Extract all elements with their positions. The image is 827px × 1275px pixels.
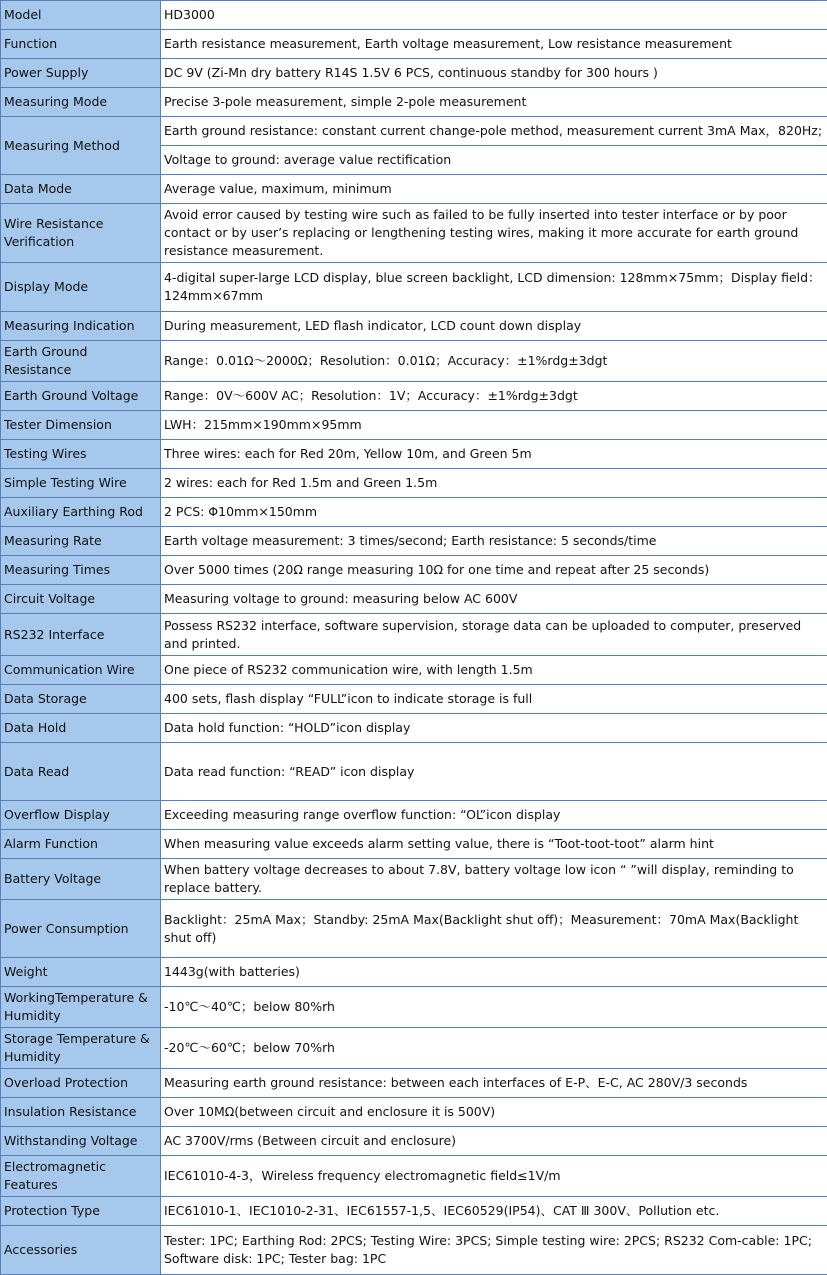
spec-value: One piece of RS232 communication wire, with length 1.5m [161, 656, 827, 685]
spec-value: When measuring value exceeds alarm setting value, there is “Toot-toot-toot” alarm hint [161, 830, 827, 859]
spec-value: Precise 3-pole measurement, simple 2-pole measurement [161, 88, 827, 117]
spec-row [1, 743, 827, 801]
spec-label: RS232 Interface [1, 614, 161, 656]
spec-row [1, 614, 827, 656]
spec-row [1, 1127, 827, 1156]
spec-label: Measuring Indication [1, 312, 161, 341]
spec-label: Measuring Rate [1, 527, 161, 556]
spec-row [1, 1069, 827, 1098]
spec-label: Overload Protection [1, 1069, 161, 1098]
spec-value: Measuring voltage to ground: measuring below AC 600V [161, 585, 827, 614]
spec-value: During measurement, LED flash indicator, LCD count down display [161, 312, 827, 341]
spec-row [1, 585, 827, 614]
spec-label: Withstanding Voltage [1, 1127, 161, 1156]
spec-value: IEC61010-4-3，Wireless frequency electromagnetic field≤1V/m [161, 1156, 827, 1197]
spec-value: Exceeding measuring range overflow function: “OL”icon display [161, 801, 827, 830]
spec-row [1, 900, 827, 958]
spec-row [1, 175, 827, 204]
spec-value: Tester: 1PC; Earthing Rod: 2PCS; Testing Wire: 3PCS; Simple testing wire: 2PCS; RS232 Com-cable: 1PC; Software disk: 1PC; Tester bag: 1PC [161, 1226, 827, 1275]
spec-value: Earth voltage measurement: 3 times/second; Earth resistance: 5 seconds/time [161, 527, 827, 556]
spec-row [1, 1098, 827, 1127]
spec-value: Possess RS232 interface, software supervision, storage data can be uploaded to computer, preserved and printed. [161, 614, 827, 656]
spec-label: Data Storage [1, 685, 161, 714]
spec-label: Measuring Mode [1, 88, 161, 117]
spec-value: Range：0.01Ω～2000Ω；Resolution：0.01Ω；Accuracy：±1%rdg±3dgt [161, 341, 827, 382]
spec-label: Storage Temperature & Humidity [1, 1028, 161, 1069]
spec-value: DC 9V (Zi-Mn dry battery R14S 1.5V 6 PCS, continuous standby for 300 hours ) [161, 59, 827, 88]
spec-value: Over 10MΩ(between circuit and enclosure it is 500V) [161, 1098, 827, 1127]
spec-label: Data Hold [1, 714, 161, 743]
spec-label: Power Supply [1, 59, 161, 88]
spec-row [1, 830, 827, 859]
spec-row [1, 958, 827, 987]
spec-label: Electromagnetic Features [1, 1156, 161, 1197]
spec-row [1, 411, 827, 440]
spec-value: IEC61010-1、IEC1010-2-31、IEC61557-1,5、IEC60529(IP54)、CAT Ⅲ 300V、Pollution etc. [161, 1197, 827, 1226]
spec-row [1, 685, 827, 714]
spec-label: Protection Type [1, 1197, 161, 1226]
spec-row [1, 556, 827, 585]
spec-row [1, 263, 827, 312]
spec-value: Data hold function: “HOLD”icon display [161, 714, 827, 743]
spec-row [1, 59, 827, 88]
spec-label: Data Read [1, 743, 161, 801]
spec-row [1, 312, 827, 341]
spec-row [1, 1226, 827, 1275]
spec-value: Range：0V～600V AC；Resolution：1V；Accuracy：±1%rdg±3dgt [161, 382, 827, 411]
spec-value: Three wires: each for Red 20m, Yellow 10m, and Green 5m [161, 440, 827, 469]
spec-label: Display Mode [1, 263, 161, 312]
spec-value: 400 sets, flash display “FULL”icon to indicate storage is full [161, 685, 827, 714]
spec-label: Insulation Resistance [1, 1098, 161, 1127]
spec-row [1, 498, 827, 527]
spec-label: Measuring Method [1, 117, 161, 175]
spec-row [1, 527, 827, 556]
spec-row [1, 714, 827, 743]
spec-label: Weight [1, 958, 161, 987]
spec-label: Earth Ground Voltage [1, 382, 161, 411]
spec-row [1, 382, 827, 411]
spec-label: Function [1, 30, 161, 59]
spec-row [1, 88, 827, 117]
spec-table-body [1, 1, 827, 1275]
spec-row [1, 30, 827, 59]
spec-label: Testing Wires [1, 440, 161, 469]
spec-row [1, 859, 827, 900]
spec-row [1, 440, 827, 469]
spec-row [1, 204, 827, 263]
spec-label: Accessories [1, 1226, 161, 1275]
spec-label: Measuring Times [1, 556, 161, 585]
spec-value: -10℃～40℃；below 80%rh [161, 987, 827, 1028]
spec-value: 1443g(with batteries) [161, 958, 827, 987]
spec-label: Simple Testing Wire [1, 469, 161, 498]
spec-row [1, 1, 827, 30]
spec-label: Data Mode [1, 175, 161, 204]
spec-value: HD3000 [161, 1, 827, 30]
spec-value: Measuring earth ground resistance: between each interfaces of E-P、E-C, AC 280V/3 seconds [161, 1069, 827, 1098]
spec-label: WorkingTemperature & Humidity [1, 987, 161, 1028]
spec-label: Communication Wire [1, 656, 161, 685]
spec-label: Model [1, 1, 161, 30]
spec-value: Earth resistance measurement, Earth voltage measurement, Low resistance measurement [161, 30, 827, 59]
spec-value: When battery voltage decreases to about 7.8V, battery voltage low icon “ ”will display, reminding to replace battery. [161, 859, 827, 900]
spec-row [1, 656, 827, 685]
spec-label: Alarm Function [1, 830, 161, 859]
spec-label: Auxiliary Earthing Rod [1, 498, 161, 527]
spec-value: Average value, maximum, minimum [161, 175, 827, 204]
spec-value: Backlight：25mA Max；Standby: 25mA Max(Backlight shut off)；Measurement：70mA Max(Backlight shut off) [161, 900, 827, 958]
spec-row [1, 341, 827, 382]
spec-value: 2 wires: each for Red 1.5m and Green 1.5m [161, 469, 827, 498]
spec-label: Earth Ground Resistance [1, 341, 161, 382]
spec-value: Over 5000 times (20Ω range measuring 10Ω for one time and repeat after 25 seconds) [161, 556, 827, 585]
spec-value: 4-digital super-large LCD display, blue screen backlight, LCD dimension: 128mm×75mm；Display field：124mm×67mm [161, 263, 827, 312]
spec-value: -20℃～60℃；below 70%rh [161, 1028, 827, 1069]
spec-row [1, 987, 827, 1028]
spec-label: Circuit Voltage [1, 585, 161, 614]
spec-value: 2 PCS: Φ10mm×150mm [161, 498, 827, 527]
spec-row [1, 801, 827, 830]
spec-label: Power Consumption [1, 900, 161, 958]
spec-label: Tester Dimension [1, 411, 161, 440]
spec-value: Earth ground resistance: constant current change-pole method, measurement current 3mA Max，820Hz; [161, 117, 827, 146]
spec-row [1, 117, 827, 146]
spec-label: Wire Resistance Verification [1, 204, 161, 263]
spec-row [1, 1197, 827, 1226]
spec-label: Overflow Display [1, 801, 161, 830]
spec-value: Voltage to ground: average value rectification [161, 146, 827, 175]
spec-row [1, 1156, 827, 1197]
spec-value: Avoid error caused by testing wire such as failed to be fully inserted into tester interface or by poor contact or by user’s replacing or lengthening testing wires, making it more accurate for earth ground resistance measurement. [161, 204, 827, 263]
spec-row [1, 469, 827, 498]
spec-label: Battery Voltage [1, 859, 161, 900]
spec-value: LWH：215mm×190mm×95mm [161, 411, 827, 440]
spec-row [1, 1028, 827, 1069]
spec-value: AC 3700V/rms (Between circuit and enclosure) [161, 1127, 827, 1156]
spec-value: Data read function: “READ” icon display [161, 743, 827, 801]
